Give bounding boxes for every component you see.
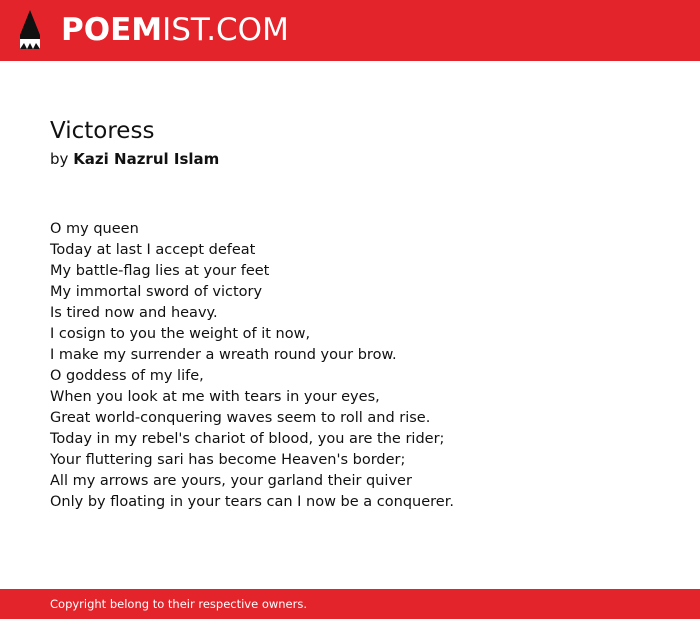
poem-line: Is tired now and heavy. <box>50 305 218 321</box>
logo-bold-text: POEM <box>61 12 163 48</box>
author-name: Kazi Nazrul Islam <box>73 150 220 168</box>
poem-line: O my queen <box>50 221 139 237</box>
poem-line: Your fluttering sari has become Heaven's border; <box>50 452 406 468</box>
poem-line: I cosign to you the weight of it now, <box>50 326 311 342</box>
poem-title: Victoress <box>50 118 155 144</box>
byline <box>50 149 219 169</box>
poem-line: All my arrows are yours, your garland their quiver <box>50 473 412 489</box>
site-footer <box>0 589 700 619</box>
copyright-text: Copyright belong to their respective owners. <box>50 597 308 611</box>
poem-line: My immortal sword of victory <box>50 284 263 300</box>
logo-light-text: IST.COM <box>162 12 289 48</box>
site-header <box>0 0 700 61</box>
poem-line: O goddess of my life, <box>50 368 204 384</box>
poem-line: When you look at me with tears in your eyes, <box>50 389 380 405</box>
site-logo[interactable] <box>61 13 289 47</box>
poem-body <box>50 219 454 513</box>
poem-line: Today at last I accept defeat <box>50 242 256 258</box>
poem-line: Today in my rebel's chariot of blood, you are the rider; <box>50 431 445 447</box>
poem-line: My battle-flag lies at your feet <box>50 263 270 279</box>
poem-line: I make my surrender a wreath round your brow. <box>50 347 397 363</box>
pencil-tip-icon[interactable] <box>17 9 43 51</box>
poem-line: Great world-conquering waves seem to roll and rise. <box>50 410 431 426</box>
by-label: by <box>50 150 69 168</box>
poem-line: Only by floating in your tears can I now be a conquerer. <box>50 494 454 510</box>
